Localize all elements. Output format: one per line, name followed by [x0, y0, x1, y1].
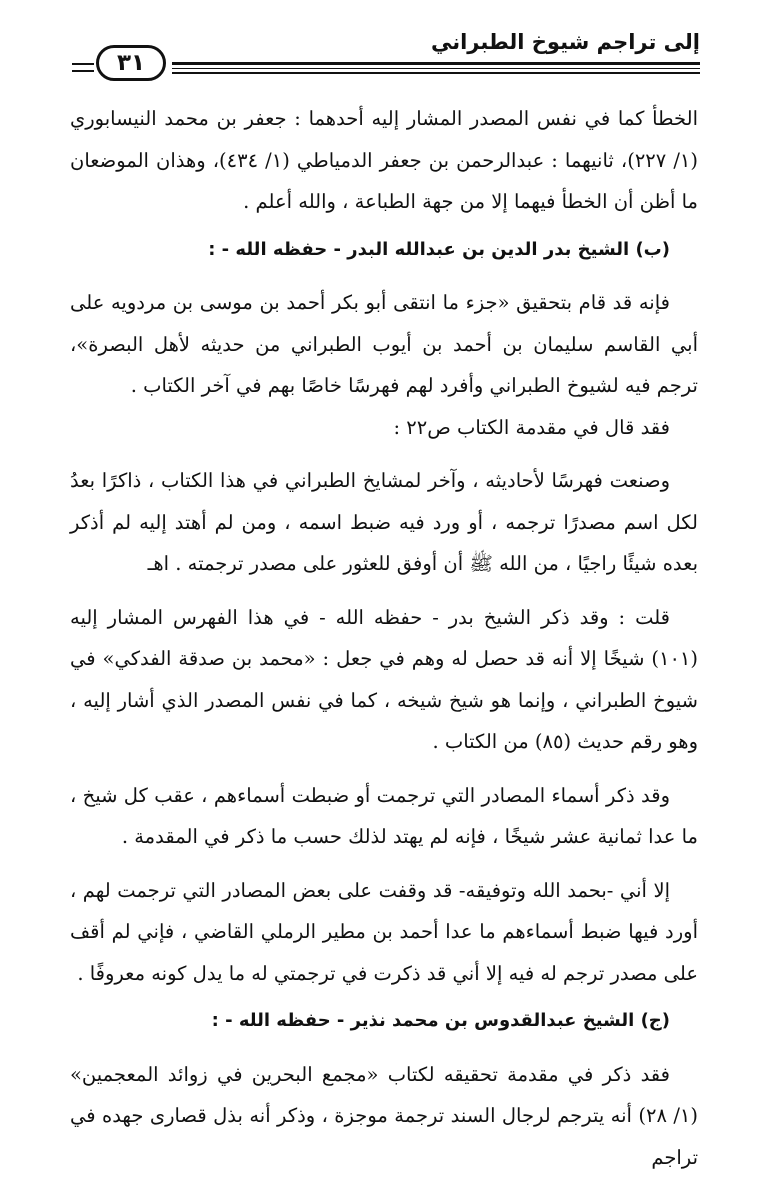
header-rule-top [172, 62, 700, 65]
header-rule-bottom [172, 72, 700, 74]
paragraph: وقد ذكر أسماء المصادر التي ترجمت أو ضبطت أسماءهم ، عقب كل شيخ ، ما عدا ثمانية عشر شيخًا ، فإنه لم يهتد لذلك حسب ما ذكر في المقدمة . [70, 775, 698, 858]
header-rule-middle [172, 68, 700, 69]
header-left-dash-bottom [72, 70, 94, 72]
page-body [70, 98, 698, 1178]
page-header [0, 0, 758, 92]
running-title: إلى تراجم شيوخ الطبراني [431, 30, 700, 54]
quoted-paragraph: وصنعت فهرسًا لأحاديثه ، وآخر لمشايخ الطبراني في هذا الكتاب ، ذاكرًا بعدُ لكل اسم مصدرًا ترجمه ، أو ورد فيه ضبط اسمه ، ومن لم أهتد إليه لم أذكر بعده شيئًا راجيًا ، من الله ﷺ أن أوفق للعثور على مصدر ترجمته . اهـ [70, 460, 698, 585]
paragraph: قلت : وقد ذكر الشيخ بدر - حفظه الله - في هذا الفهرس المشار إليه (١٠١) شيخًا إلا أنه قد حصل له وهم في جعل : «محمد بن صدقة الفدكي» في شيوخ الطبراني ، وإنما هو شيخ شيخه ، كما في نفس المصدر الذي أشار إليه ، وهو رقم حديث (٨٥) من الكتاب . [70, 597, 698, 763]
paragraph: فقد قال في مقدمة الكتاب ص٢٢ : [70, 407, 698, 449]
header-left-dash-top [72, 63, 94, 65]
paragraph-continuation: الخطأ كما في نفس المصدر المشار إليه أحدهما : جعفر بن محمد النيسابوري (١/ ٢٢٧)، ثانيهما : عبدالرحمن بن جعفر الدمياطي (١/ ٤٣٤)، وهذان الموضعان ما أظن أن الخطأ فيهما إلا من جهة الطباعة ، والله أعلم . [70, 98, 698, 223]
page-number: ٣١ [117, 52, 145, 75]
section-heading-b: (ب) الشيخ بدر الدين بن عبدالله البدر - حفظه الله - : [70, 229, 698, 271]
paragraph: إلا أني -بحمد الله وتوفيقه- قد وقفت على بعض المصادر التي ترجمت لهم ، أورد فيها ضبط أسماءهم ما عدا أحمد بن مطير الرملي القاضي ، فإني لم أقف على مصدر ترجم له فيه إلا أني قد ذكرت في ترجمتي له ما يدل كونه معروفًا . [70, 870, 698, 995]
paragraph: فإنه قد قام بتحقيق «جزء ما انتقى أبو بكر أحمد بن موسى بن مردويه على أبي القاسم سليمان بن أحمد بن أيوب الطبراني من حديثه لأهل البصرة»، ترجم فيه لشيوخ الطبراني وأفرد لهم فهرسًا خاصًا بهم في آخر الكتاب . [70, 282, 698, 407]
section-heading-j: (ج) الشيخ عبدالقدوس بن محمد نذير - حفظه الله - : [70, 1000, 698, 1042]
paragraph: فقد ذكر في مقدمة تحقيقه لكتاب «مجمع البحرين في زوائد المعجمين» (١/ ٢٨) أنه يترجم لرجال السند ترجمة موجزة ، وذكر أنه بذل قصارى جهده في تراجم [70, 1054, 698, 1178]
page-number-badge [96, 45, 166, 81]
